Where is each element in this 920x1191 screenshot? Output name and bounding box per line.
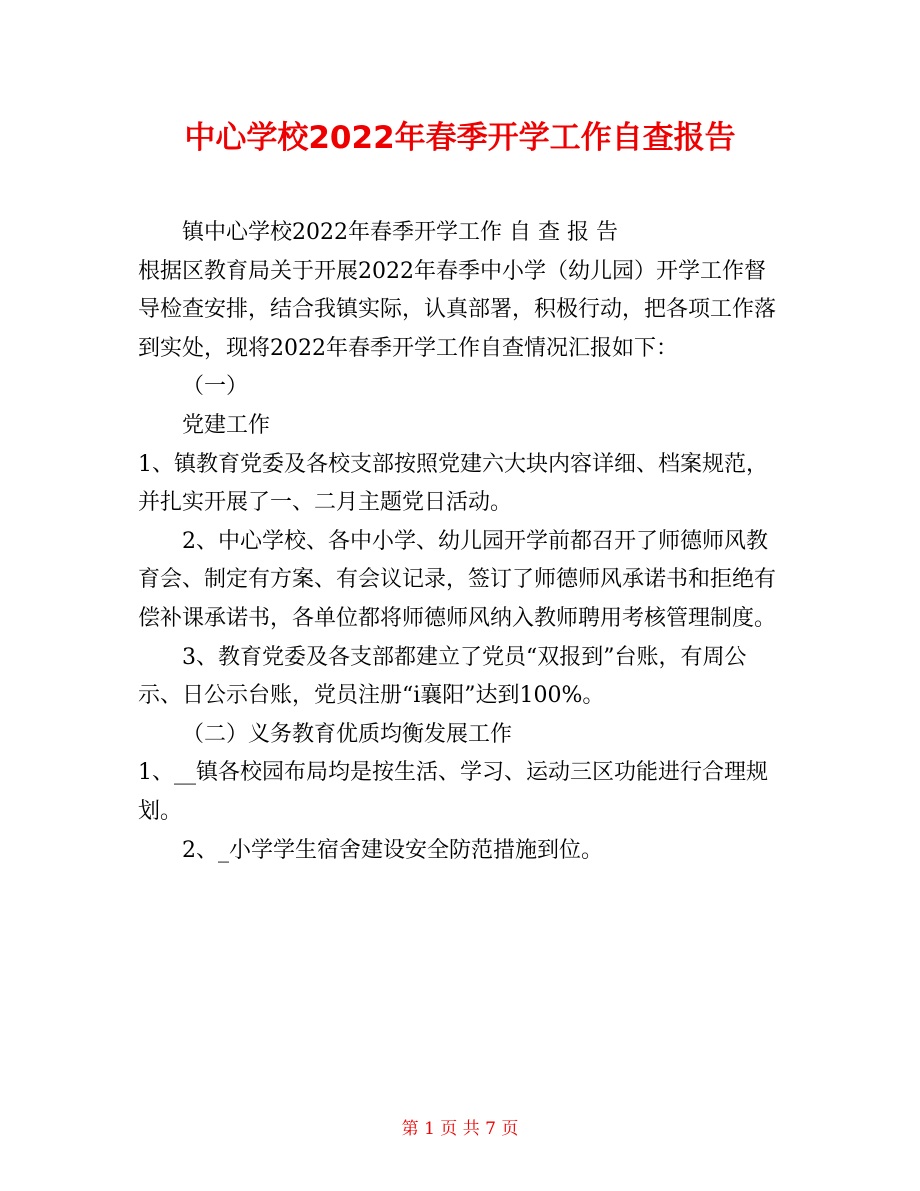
paragraph-subtitle: 镇中心学校2022年春季开学工作 自 查 报 告: [182, 220, 618, 245]
paragraph-intro: 根据区教育局关于开展2022年春季中小学（幼儿园）开学工作督导检查安排，结合我镇实际，认真部署，积极行动，把各项工作落到实处，现将2022年春季开学工作自查情况汇报如下：: [138, 258, 777, 361]
paragraph-item-1: 1、镇教育党委及各校支部按照党建六大块内容详细、档案规范，并扎实开展了一、二月主题党日活动。: [138, 451, 768, 516]
page-number-footer: 第 1 页 共 7 页: [401, 1119, 519, 1139]
section-heading-two: （二）义务教育优质均衡发展工作: [182, 721, 513, 747]
document-body: [138, 214, 786, 870]
paragraph-item-2: 2、中心学校、各中小学、幼儿园开学前都召开了师德师风教育会、制定有方案、有会议记录，签订了师德师风承诺书和拒绝有偿补课承诺书，各单位都将师德师风纳入教师聘用考核管理制度。: [138, 528, 777, 631]
paragraph-item-2-1: 1、__镇各校园布局均是按生活、学习、运动三区功能进行合理规划。: [138, 760, 768, 824]
section-heading-party-building: 党建工作: [182, 412, 271, 438]
paragraph-item-2-2: 2、_小学学生宿舍建设安全防范措施到位。: [182, 837, 603, 863]
document-title: 中心学校2022年春季开学工作自查报告: [184, 120, 736, 156]
paragraph-item-3: 3、教育党委及各支部都建立了党员“双报到”台账，有周公示、日公示台账，党员注册“i襄阳”达到100%。: [138, 644, 747, 709]
section-heading-one: （一）: [182, 374, 249, 400]
